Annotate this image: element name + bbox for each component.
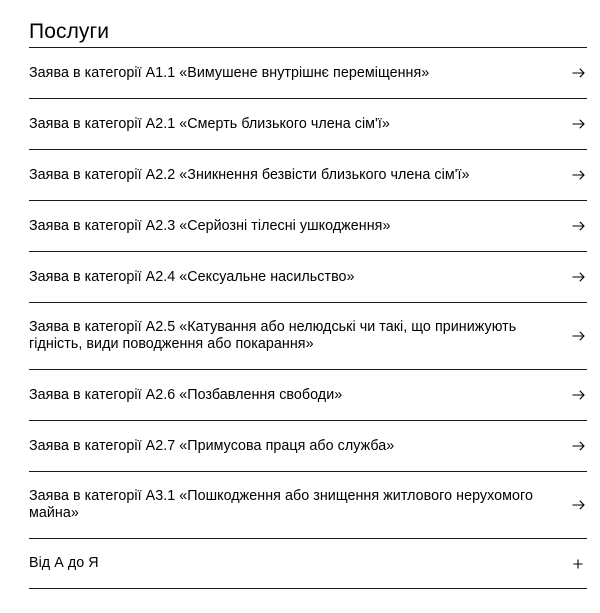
service-item-a2-6[interactable] (29, 370, 587, 421)
arrow-right-icon (571, 388, 585, 402)
az-label: Від А до Я (29, 555, 99, 571)
az-expand-item[interactable] (29, 539, 587, 589)
service-item-label: Заява в категорії А2.2 «Зникнення безвісти близького члена сім'ї» (29, 166, 470, 183)
service-item-a2-5[interactable] (29, 303, 587, 370)
arrow-right-icon (571, 168, 585, 182)
service-item-label: Заява в категорії А3.1 «Пошкодження або знищення житлового нерухомого майна» (29, 488, 533, 521)
service-item-label: Заява в категорії А1.1 «Вимушене внутрішнє переміщення» (29, 64, 430, 81)
arrow-right-icon (571, 66, 585, 80)
service-item-label: Заява в категорії А2.6 «Позбавлення свободи» (29, 386, 343, 403)
arrow-right-icon (571, 498, 585, 512)
services-list (29, 47, 587, 589)
service-item-a2-7[interactable] (29, 421, 587, 472)
arrow-right-icon (571, 439, 585, 453)
service-item-a1-1[interactable] (29, 48, 587, 99)
service-item-a2-1[interactable] (29, 99, 587, 150)
arrow-right-icon (571, 270, 585, 284)
service-item-label: Заява в категорії А2.3 «Серйозні тілесні ушкодження» (29, 217, 391, 234)
service-item-label: Заява в категорії А2.5 «Катування або нелюдські чи такі, що принижують гідність, види поводження або покарання» (29, 319, 517, 352)
service-item-a2-2[interactable] (29, 150, 587, 201)
page-title: Послуги (29, 20, 110, 43)
service-item-a3-1[interactable] (29, 472, 587, 539)
arrow-right-icon (571, 219, 585, 233)
service-item-a2-3[interactable] (29, 201, 587, 252)
service-item-label: Заява в категорії А2.1 «Смерть близького члена сім'ї» (29, 115, 390, 132)
arrow-right-icon (571, 329, 585, 343)
service-item-label: Заява в категорії А2.4 «Сексуальне насильство» (29, 268, 355, 285)
service-item-label: Заява в категорії А2.7 «Примусова праця або служба» (29, 437, 395, 454)
plus-icon (571, 557, 585, 571)
service-item-a2-4[interactable] (29, 252, 587, 303)
arrow-right-icon (571, 117, 585, 131)
